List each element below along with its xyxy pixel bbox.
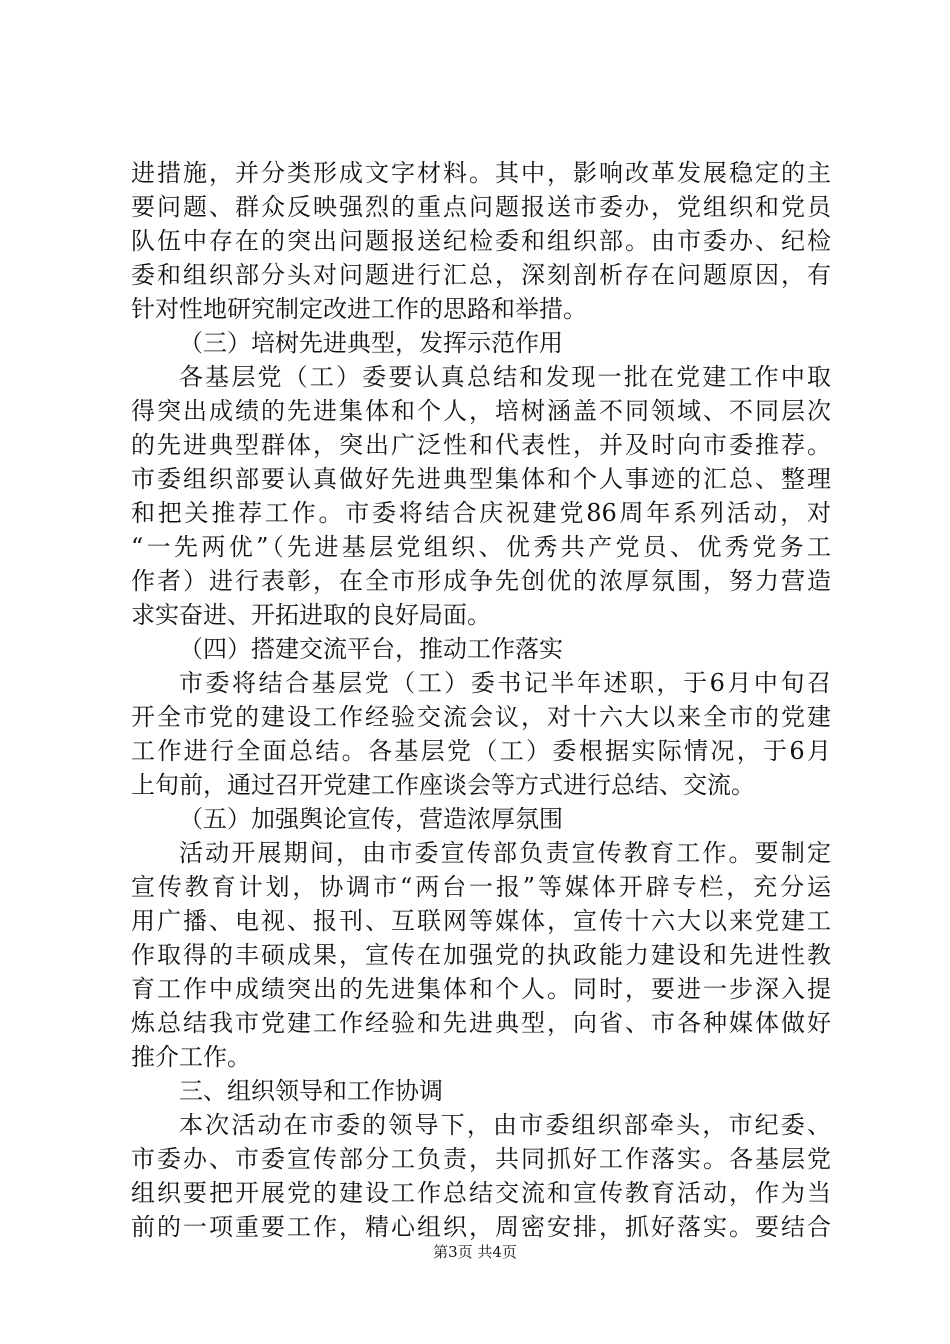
paragraph-line: 市委将结合基层党（工）委书记半年述职，于6月中旬召 — [179, 669, 831, 697]
paragraph-line: 各基层党（工）委要认真总结和发现一批在党建工作中取 — [179, 363, 831, 391]
paragraph-line: 队伍中存在的突出问题报送纪检委和组织部。由市委办、纪检 — [131, 227, 831, 255]
paragraph-line: 作取得的丰硕成果，宣传在加强党的执政能力建设和先进性教 — [131, 941, 831, 969]
paragraph-line: 市委组织部要认真做好先进典型集体和个人事迹的汇总、整理 — [131, 465, 831, 493]
paragraph-line: 活动开展期间，由市委宣传部负责宣传教育工作。要制定 — [179, 839, 831, 867]
paragraph-line: 育工作中成绩突出的先进集体和个人。同时，要进一步深入提 — [131, 975, 831, 1003]
page-number-footer: 第3页 共4页 — [433, 1243, 517, 1261]
paragraph-line: 求实奋进、开拓进取的良好局面。 — [131, 601, 491, 629]
paragraph-line: 推介工作。 — [131, 1043, 251, 1071]
paragraph-line: 要问题、群众反映强烈的重点问题报送市委办，党组织和党员 — [131, 193, 831, 221]
section-heading: 三、组织领导和工作协调 — [179, 1077, 443, 1105]
paragraph-line: 组织要把开展党的建设工作总结交流和宣传教育活动，作为当 — [131, 1179, 831, 1207]
paragraph-line: 进措施，并分类形成文字材料。其中，影响改革发展稳定的主 — [131, 159, 831, 187]
paragraph-line: “一先两优”（先进基层党组织、优秀共产党员、优秀党务工 — [131, 533, 831, 561]
document-body — [131, 156, 831, 1244]
paragraph-line: 委和组织部分头对问题进行汇总，深刻剖析存在问题原因，有 — [131, 261, 831, 289]
section-heading: （五）加强舆论宣传，营造浓厚氛围 — [179, 805, 563, 833]
paragraph-line: 市委办、市委宣传部分工负责，共同抓好工作落实。各基层党 — [131, 1145, 831, 1173]
paragraph-line: 针对性地研究制定改进工作的思路和举措。 — [131, 295, 587, 323]
paragraph-line: 炼总结我市党建工作经验和先进典型，向省、市各种媒体做好 — [131, 1009, 831, 1037]
paragraph-line: 本次活动在市委的领导下，由市委组织部牵头，市纪委、 — [179, 1111, 831, 1139]
paragraph-line: 作者）进行表彰，在全市形成争先创优的浓厚氛围，努力营造 — [131, 567, 831, 595]
section-heading: （三）培树先进典型，发挥示范作用 — [179, 329, 563, 357]
paragraph-line: 的先进典型群体，突出广泛性和代表性，并及时向市委推荐。 — [131, 431, 831, 459]
paragraph-line: 前的一项重要工作，精心组织，周密安排，抓好落实。要结合 — [131, 1213, 831, 1241]
paragraph-line: 用广播、电视、报刊、互联网等媒体，宣传十六大以来党建工 — [131, 907, 831, 935]
paragraph-line: 开全市党的建设工作经验交流会议，对十六大以来全市的党建 — [131, 703, 831, 731]
section-heading: （四）搭建交流平台，推动工作落实 — [179, 635, 563, 663]
paragraph-line: 工作进行全面总结。各基层党（工）委根据实际情况，于6月 — [131, 737, 831, 765]
paragraph-line: 宣传教育计划，协调市“两台一报”等媒体开辟专栏，充分运 — [131, 873, 831, 901]
paragraph-line: 上旬前，通过召开党建工作座谈会等方式进行总结、交流。 — [131, 771, 755, 799]
paragraph-line: 得突出成绩的先进集体和个人，培树涵盖不同领域、不同层次 — [131, 397, 831, 425]
paragraph-line: 和把关推荐工作。市委将结合庆祝建党86周年系列活动，对 — [131, 499, 831, 527]
